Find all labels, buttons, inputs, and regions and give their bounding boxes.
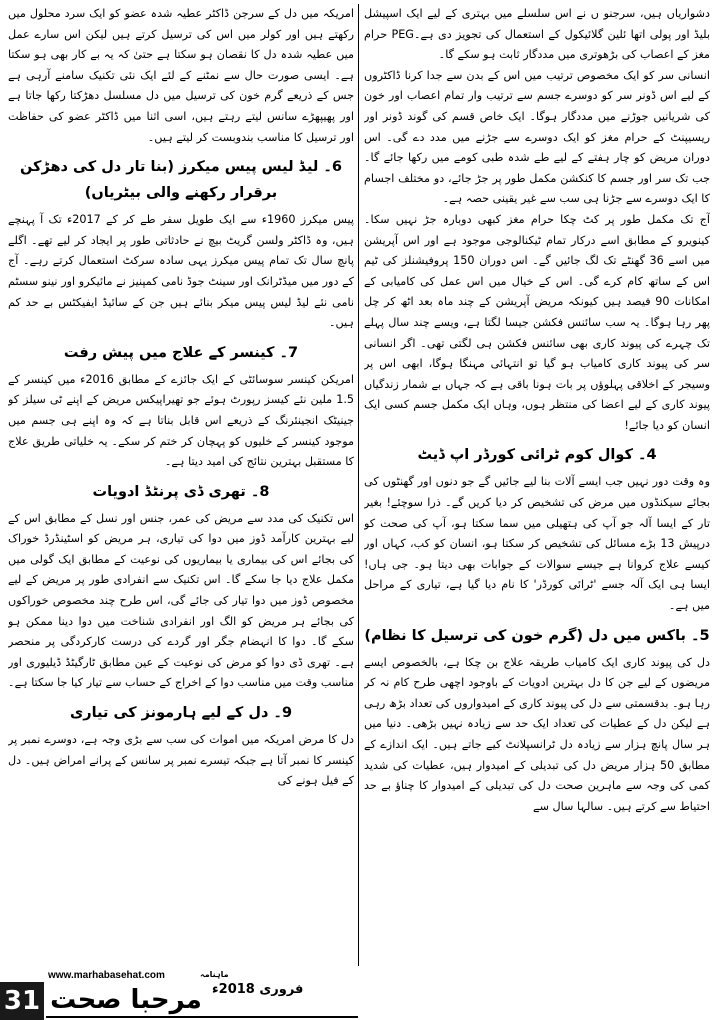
section-heading: 9۔ دل کے لیے ہارمونز کی تیاری (69, 705, 293, 722)
body-paragraph: دشواریاں ہیں، سرجنو ں نے اس سلسلے میں بہتری کے لیے ایک اسپیشل بلیڈ اور پولی اتھا ئلین گلائیکول کے استعمال کی تجویز دی ہے۔PEG حرام مغز کے اعصاب کی بڑھوتری میں مددگار ثابت ہو سکے گا۔ (364, 7, 710, 62)
left-column (8, 4, 354, 972)
website-url: www.marhabasehat.com (48, 970, 165, 981)
section-heading: 5۔ باکس میں دل (گرم خون کی ترسیل کا نظام) (364, 627, 710, 644)
body-paragraph: پیس میکرز 1960ء سے ایک طویل سفر طے کر کے 2017ء تک آ پہنچے ہیں، وہ ڈاکٹر ولسن گریٹ بیچ نے حادثاتی طور پر ایجاد کر لیے تھے۔ اگلے پانچ سال تک تمام پیس میکرز یہی سادہ سرکٹ استعمال کرتے رہے۔ آج کے دور میں میڈٹرانک اور سینٹ جوڈ نامی کمپنیز نے مائیکرو اور نینو سسٹم نامی نئے لیڈ لیس پیس میکر بنائے ہیں جن کے سائیڈ ایفیکٹس بے حد کم ہیں۔ (8, 213, 354, 330)
body-paragraph: امریکہ میں دل کے سرجن ڈاکٹر عطیہ شدہ عضو کو ایک سرد محلول میں رکھتے ہیں اور کولر میں اس کی ترسیل کرتے ہیں لیکن اس سارے عمل میں عطیہ شدہ دل کا نقصان ہو سکتا ہے حتیٰ کہ یہ بے کار بھی ہو سکتا ہے۔ ایسی صورت حال سے نمٹنے کے لئے ایک نئی تکنیک سامنے آرہی ہے جس کے ذریعے گرم خون کی ترسیل میں دل مسلسل دھڑکتا رکھا جاتا ہے اور پھیپھڑے سانس لیتے رہتے ہیں، اسی اثنا میں ڈاکٹر عضو کی حفاظت اور ترسیل کا مناسب بندوبست کر لیتے ہیں۔ (8, 7, 354, 144)
section-heading: 6۔ لیڈ لیس پیس میکرز (بنا تار دل کی دھڑکن برقرار رکھنے والی بیٹریاں) (20, 159, 342, 202)
body-paragraph: انسانی سر کو ایک مخصوص ترتیب میں اس کے بدن سے جدا کرنا ڈاکٹروں کے لیے اس ڈونر سر کو دوسرے جسم سے ترتیب وار تمام اعصاب اور خون کی شریانیں جوڑنے میں مددگار ہوگا۔ ایک خاص قسم کی گوند ڈونر اور ریسیپنٹ کے حرام مغز کو ایک دوسرے سے جڑنے میں مدد دے گی۔ اس دوران مریض کو چار ہفتے کے لیے طے شدہ طبی کومے میں رکھا جائے گا۔ جب تک سر اور جسم کا کنکشن مکمل طور پر جڑ جائے، دو مختلف اجسام کا ایک دوسرے سے جڑنا ہی سب سے غیر یقینی حصہ ہے۔ (364, 68, 710, 206)
body-paragraph: آج تک مکمل طور پر کٹ چکا حرام مغز کبھی دوبارہ جڑ نہیں سکا۔ کینویرو کے مطابق اسے درکار تمام ٹیکنالوجی موجود ہے اور اس آپریشن میں اسے 36 گھنٹے تک لگ جائیں گے۔ اس دوران 150 پروفیشنلز کی ٹیم اس کے ساتھ کام کرے گی۔ اس کے خیال میں اس عمل کی کامیابی کے امکانات 90 فیصد ہیں کیونکہ مریض آپریشن کے چند ماہ بعد اٹھ کر چل پھر رہا ہوگا۔ یہ سب سائنس فکشن جیسا لگتا ہے، ویسے چند سال پہلے تک چہرے کی پیوند کاری بھی سائنس فکشن ہی لگتی تھی۔ اگر انسانی سر کی پیوند کاری کامیاب ہو گیا تو انتہائی مہنگا ہوگا، ابھی اس پر وسیجر کے اخلاقی پہلوؤں پر بات ہونا باقی ہے کہ جہاں بے شمار زندگیاں پیوند کاری کے لیے اعضا کی منتظر ہوں، وہاں ایک مکمل جسم کسی ایک انسان کو دیا جائے! (364, 212, 710, 432)
magazine-tag: ماہنامہ (200, 970, 229, 979)
issue-month: فروری 2018ء (212, 982, 304, 997)
page-number: 31 (0, 982, 44, 1020)
body-paragraph: وہ وقت دور نہیں جب ایسے آلات بنا لیے جائیں گے جو دنوں اور گھنٹوں کی بجائے سیکنڈوں میں مرض کی تشخیص کر دیا کریں گے۔ ذرا سوچئے! بغیر تار کے ایسا آلہ جو آپ کی ہتھیلی میں سما سکتا ہو، آپ کی صحت کو درپیش 13 بڑے مسائل کی تشخیص کر سکتا ہو، انسان کو کب، کہاں اور کیسے علاج کروانا ہے جیسے سوالات کے جوابات بھی دیتا ہو۔ جی ہاں! ایسا ہی ایک آلہ جسے 'ٹرائی کورڈر' کا نام دیا گیا ہے، تیاری کے مراحل میں ہے۔ (364, 475, 710, 613)
body-paragraph: دل کی پیوند کاری ایک کامیاب طریقہ علاج بن چکا ہے، بالخصوص ایسے مریضوں کے لیے جن کا دل بہترین ادویات کے باوجود اچھی طرح کام نہ کر رہا ہو۔ بدقسمتی سے دل کی پیوند کاری کے امیدواروں کی تعداد بڑھ رہی ہے لیکن دل کے عطیات کی تعداد ایک حد سے زیادہ نہیں بڑھی۔ دنیا میں ہر سال پانچ ہزار سے زیادہ دل ٹرانسپلانٹ کیے جاتے ہیں۔ ایک اندازے کے مطابق 50 ہزار مریض دل کی تبدیلی کے امیدوار ہیں، عطیات کی شدید کمی کی وجہ سے ماہرین صحت دل کی تبدیلی کے امیدوار کا چناؤ بے حد احتیاط سے کرتے ہیں۔ سالہا سال سے (364, 655, 710, 813)
section-heading: 8۔ تھری ڈی پرنٹڈ ادویات (92, 483, 270, 500)
column-divider (358, 4, 359, 966)
body-paragraph: امریکن کینسر سوسائٹی کے ایک جائزے کے مطابق 2016ء میں کینسر کے 1.5 ملین نئے کیسز رپورٹ ہوئے جو تھیراپیکس مریض کے اپنے ٹی سیلز کو جینیٹک انجینئرنگ کے ذریعے اس قابل بناتا ہے کہ وہ اپنے ہی جسم میں موجود کینسر کے خلیوں کو پہچان کر ختم کر سکے۔ یہ خلیاتی طریق علاج کا مستقبل بہترین نتائج کی امید دیتا ہے۔ (8, 372, 354, 469)
page-footer (0, 970, 718, 1020)
body-paragraph: دل کا مرض امریکہ میں اموات کی سب سے بڑی وجہ ہے، دوسرے نمبر پر کینسر کا نمبر آتا ہے جبکہ تیسرے نمبر پر سانس کے پرانے امراض ہیں۔ دل کے فیل ہونے کی (8, 733, 354, 788)
right-column (364, 4, 710, 972)
section-heading: 4۔ کوال کوم ٹرائی کورڈر اپ ڈیٹ (417, 447, 657, 464)
section-heading: 7۔ کینسر کے علاج میں پیش رفت (63, 344, 299, 361)
body-paragraph: اس تکنیک کی مدد سے مریض کی عمر، جنس اور نسل کے مطابق اس کے لیے بہترین کارآمد ڈوز میں دوا کی تیاری، ہر مریض کو اسٹینڈرڈ خوراک کی بجائے اس کی بیماری یا بیماریوں کی نوعیت کے مطابق ایک گولی میں مکمل علاج دیا جا سکے گا۔ اس تکنیک سے انفرادی طور پر مریض کے لیے مخصوص ڈوز میں دوا تیار کی جائے گی، اس طرح چند مخصوص خوراکوں کی بجائے ہر مریض کو الگ اور انفرادی شناخت میں دوا دینا ممکن ہو سکے گا۔ دوا کا انہضام جگر اور گردے کی درست کارکردگی پر منحصر ہے۔ تھری ڈی دوا کو مرض کی نوعیت کے عین مطابق ٹارگیٹڈ ڈیلیوری اور مناسب وقت میں مناسب دوا کے اخراج کے حساب سے تیار کیا جا سکتا ہے۔ (8, 511, 354, 690)
magazine-masthead: مرحبا صحت (50, 985, 202, 1015)
footer-rule (46, 1016, 358, 1018)
